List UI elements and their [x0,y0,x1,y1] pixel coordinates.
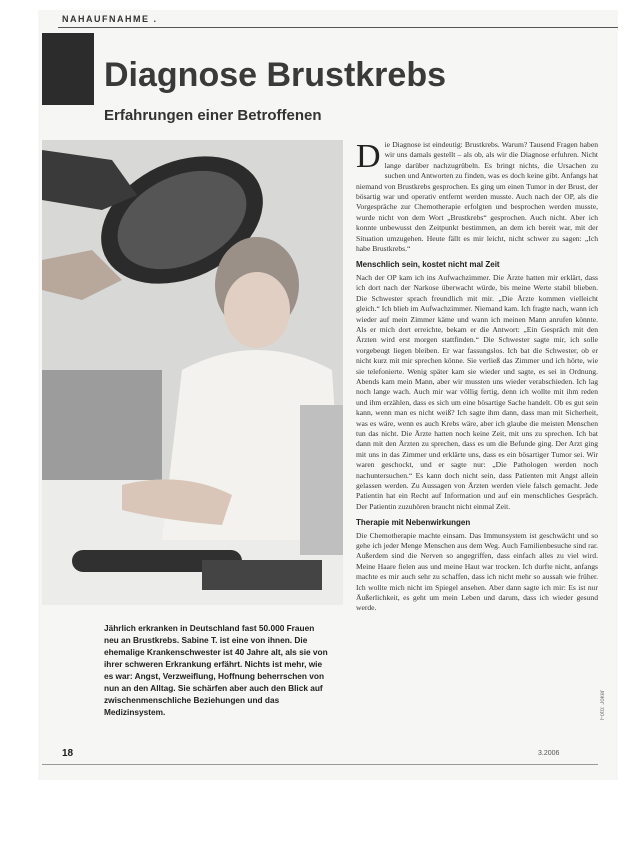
body-paragraph-2: Nach der OP kam ich ins Aufwachzimmer. Die Ärzte hatten mir erklärt, dass ich dort nach der Narkose überwacht würde, bis meine Werte stabil blieben. Die Schwester sprach freundlich mit mir. „Die Ärzte kommen vielleicht gleich.“ Ich blieb im Aufwachzimmer. Niemand kam. Ich fragte nach, wann ich wieder auf mein Zimmer käme und wann ich meinen Mann anrufen könnte. Als er mich dort erreichte, bekam er die Antwort: „Ein Gespräch mit den Ärzten wird erst morgen stattfinden.“ Die Schwester sagte mir, ich solle vorgebeugt liegen bleiben. Er war fassungslos. Ich bat die Schwester, ob er nicht kurz mit mir sprechen könne. Sie verließ das Zimmer und ich hörte, wie sie telefonierte. Wenig später kam sie wieder und sagte, es sei in Ordnung. Abends kam mein Mann, aber wir mussten uns wieder verabschieden. Ich lag noch lange wach. Auch mir war völlig fertig, denn ich wollte mit ihm reden und ihm erzählen, dass es sich um eine bösartige Sache handelt. Ob es gut sein kann, wenn man es nicht weiß? Ich sagte ihm dann, dass man mit Sicherheit, was es wäre, wenn es auch Krebs wäre, aber ich glaube die meisten Menschen tun das nicht. Die Ärzte hatten noch keine Zeit, mit uns zu sprechen. Ich bat dann mit den Ärzten zu sprechen, dass es um die Befunde ging. Der Arzt ging mit uns in das Zimmer und erklärte uns, dass es ein bösartiger Tumor sei. Wir waren geschockt, und er sagte nur: „Die Pathologen werden noch nachuntersuchen.“ Es kann doch nicht sein, dass Patienten mit Angst allein gelassen werden. Zu Aussagen von Ärzten werden viele falsch gemacht. Jede Patientin hat ein Recht auf Information und auf ein menschliches Gespräch. Der Patientin zuzuhören braucht nicht einmal Zeit. [356,272,598,511]
photo-credit: Foto: Joker [600,690,606,721]
issue-label: 3.2006 [538,750,560,757]
drop-cap: D [356,138,381,175]
decorative-bar [42,33,94,105]
article-photo [42,140,343,605]
subheading-1: Menschlich sein, kostet nicht mal Zeit [356,260,500,270]
body-paragraph-3: Die Chemotherapie machte einsam. Das Immunsystem ist geschwächt und so gehe ich jeder Menge Menschen aus dem Weg. Auch Familienbesuche sind rar. Außerdem sind die Nerven so angegriffen, dass einfach alles zu viel wird. Meine Haare fielen aus und meine Haut war trocken. Ich durfte nicht, anfangs machte es mir auch sehr zu schaffen, dass ich nicht mehr so aussah wie früher. Ich wollte mich nicht im Spiegel ansehen. Aber dann sagte ich mir: Es ist nur Äußerlichkeit, es geht um mein Leben und darum, dass ich wieder gesund werde. [356,530,598,613]
section-rubric: NAHAUFNAHME . [62,14,158,24]
subheading-2: Therapie mit Nebenwirkungen [356,518,471,528]
photo-illustration [42,140,343,605]
footer-divider [42,764,598,765]
article-intro [104,622,329,718]
paragraph-1-text: ie Diagnose ist eindeutig: Brustkrebs. Warum? Tausend Fragen haben wir uns damals gestellt – als ob, als wir die Diagnose erfuhren. Nicht lange darüber nachzugrübeln. Es bringt nichts, die Ursachen zu suchen und Antworten zu finden, was es doch keine gibt. Anfangs hat niemand von Brustkrebs gesprochen. Es ging um einen Tumor in der Brust, der bösartig war und operativ entfernt werden musste. Auch nach der OP, als die Vorgespräche zur Chemotherapie erfolgten und besprochen werden musste, wurde nicht von dem Wort „Brustkrebs“ gesprochen. Auch nicht. Aber ich konnte unbewusst den Zeitpunkt bestimmen, an dem ich bereit war, mit der Situation umzugehen. Heute fällt es mir leicht, nicht schwer zu sagen: „Ich habe Brustkrebs.“ [356,140,598,254]
intro-text: Jährlich erkranken in Deutschland fast 50.000 Frauen neu an Brustkrebs. Sabine T. ist eine von ihnen. Die ehemalige Krankenschwester ist 40 Jahre alt, als sie von ihrer schweren Erkrankung erfährt. Nichts ist mehr, wie es war: Angst, Verzweiflung, Hoffnung beherrschen von nun an den Alltag. Sie schärfen aber auch den Blick auf zwischenmenschliche Beziehungen und das Medizinsystem. [104,623,328,717]
article-subtitle: Erfahrungen einer Betroffenen [104,107,322,124]
body-paragraph-1 [356,140,598,254]
article-body [356,140,598,616]
rubric-divider [58,27,618,28]
article-title: Diagnose Brustkrebs [104,56,446,94]
page-number: 18 [62,748,74,759]
